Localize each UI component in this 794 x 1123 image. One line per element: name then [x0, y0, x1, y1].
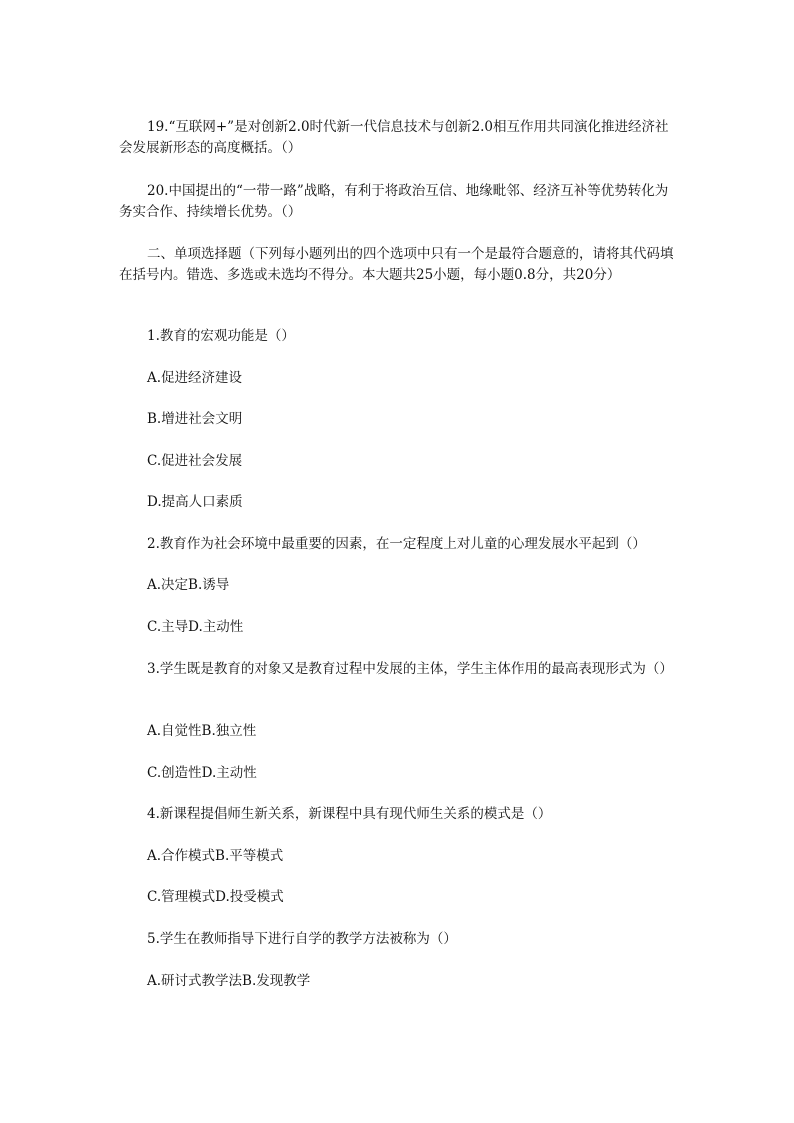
true-false-item-19: 19.“互联网+”是对创新2.0时代新一代信息技术与创新2.0相互作用共同演化推进经济社会发展新形态的高度概括。（）: [119, 119, 669, 156]
question-2-options-ab: A.决定B.诱导: [147, 577, 230, 593]
section-heading: 二、单项选择题（下列每小题列出的四个选项中只有一个是最符合题意的，请将其代码填在括号内。错选、多选或未选均不得分。本大题共25小题，每小题0.8分，共20分）: [119, 246, 674, 283]
question-2-stem: 2.教育作为社会环境中最重要的因素，在一定程度上对儿童的心理发展水平起到（）: [147, 536, 646, 552]
question-3-options-ab: A.自觉性B.独立性: [147, 723, 257, 739]
question-4-options-cd: C.管理模式D.投受模式: [147, 889, 284, 905]
question-1-option-b: B.增进社会文明: [147, 411, 243, 427]
question-1-stem: 1.教育的宏观功能是（）: [147, 328, 295, 344]
question-1-option-a: A.促进经济建设: [147, 370, 243, 386]
true-false-item-20: 20.中国提出的“一带一路”战略，有利于将政治互信、地缘毗邻、经济互补等优势转化为务实合作、持续增长优势。（）: [119, 183, 669, 220]
question-2-options-cd: C.主导D.主动性: [147, 619, 244, 635]
question-1-option-d: D.提高人口素质: [147, 494, 243, 510]
question-3-stem: 3.学生既是教育的对象又是教育过程中发展的主体，学生主体作用的最高表现形式为（）: [147, 661, 673, 677]
question-4-stem: 4.新课程提倡师生新关系，新课程中具有现代师生关系的模式是（）: [147, 806, 552, 822]
question-5-stem: 5.学生在教师指导下进行自学的教学方法被称为（）: [147, 931, 457, 947]
question-3-options-cd: C.创造性D.主动性: [147, 765, 257, 781]
question-5-options-ab: A.研讨式教学法B.发现教学: [147, 973, 311, 989]
question-4-options-ab: A.合作模式B.平等模式: [147, 848, 284, 864]
question-1-option-c: C.促进社会发展: [147, 453, 243, 469]
